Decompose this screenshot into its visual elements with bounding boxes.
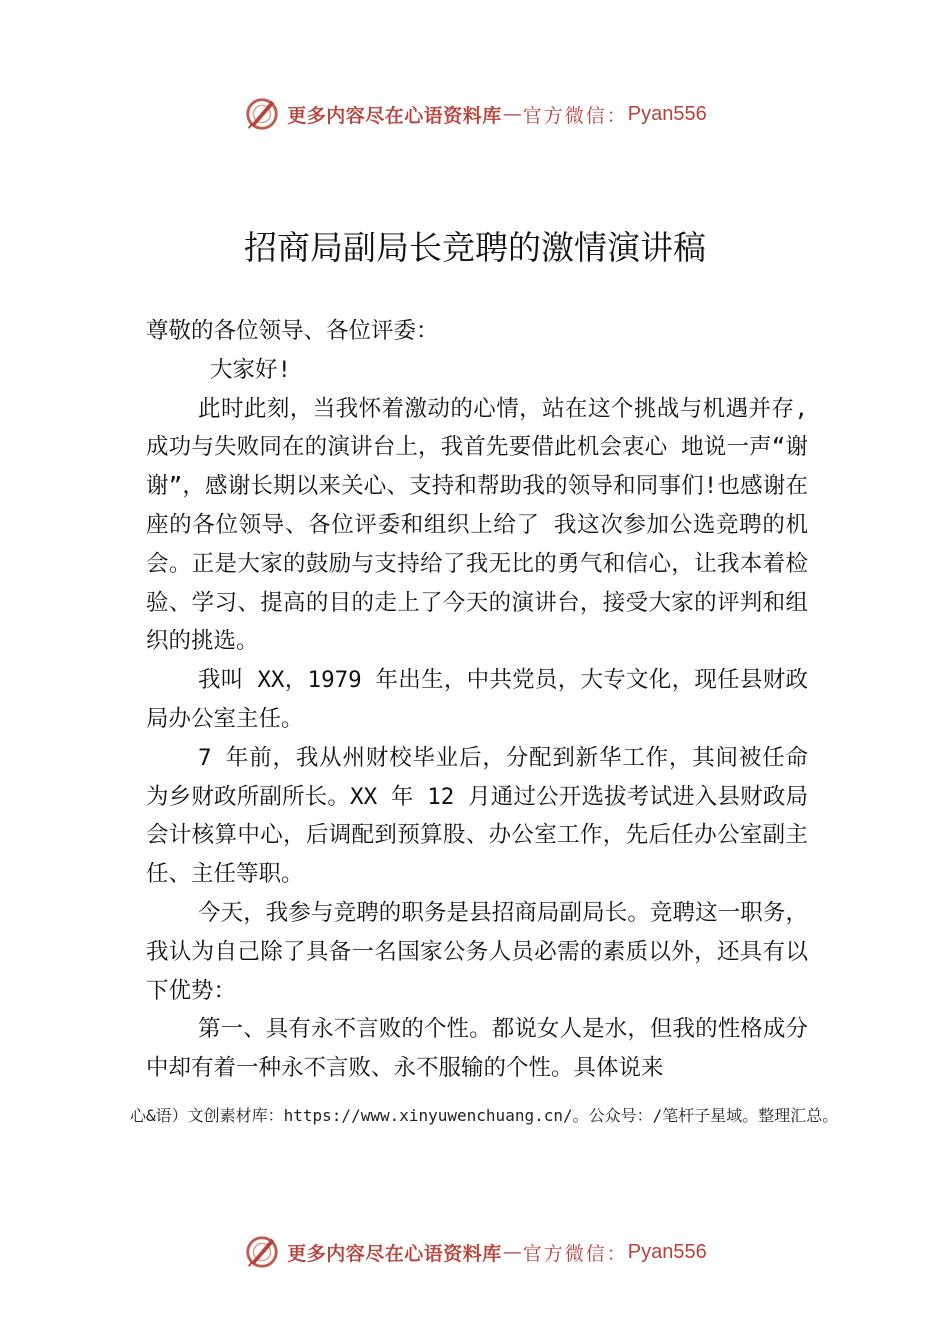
banner-wechat-id: Pyan556	[627, 102, 707, 125]
source-footnote: 心&语）文创素材库：https://www.xinyuwenchuang.cn/。公众号：/笔杆子星域。整理汇总。	[130, 1106, 839, 1125]
document-body	[146, 312, 808, 1088]
quill-logo-icon	[243, 1233, 281, 1271]
banner-title: 更多内容尽在心语资料库	[287, 104, 502, 127]
greeting-line: 尊敬的各位领导、各位评委：	[146, 318, 439, 344]
footer-banner	[0, 1232, 950, 1272]
banner-label: 官方微信：	[522, 104, 628, 127]
paragraph: 我叫 XX，1979 年出生，中共党员，大专文化，现任县财政局办公室主任。	[146, 667, 808, 732]
header-banner	[0, 94, 950, 134]
hello-line: 大家好!	[210, 356, 292, 383]
banner-separator: —	[502, 103, 522, 125]
document-title: 招商局副局长竞聘的激情演讲稿	[244, 228, 706, 267]
paragraph: 今天，我参与竞聘的职务是县招商局副局长。竞聘这一职务，我认为自己除了具备一名国家公务人员必需的素质以外，还具有以下优势：	[146, 899, 808, 1004]
banner-title: 更多内容尽在心语资料库	[287, 1242, 502, 1265]
banner-label: 官方微信：	[522, 1242, 628, 1265]
paragraph: 7 年前，我从州财校毕业后，分配到新华工作，其间被任命为乡财政所副所长。XX 年 12 月通过公开选拔考试进入县财政局会计核算中心，后调配到预算股、办公室工作，先后任办公室副主任、主任等职。	[146, 744, 808, 888]
quill-logo-icon	[243, 95, 281, 133]
banner-wechat-id: Pyan556	[627, 1240, 707, 1263]
paragraph: 此时此刻，当我怀着激动的心情，站在这个挑战与机遇并存,成功与失败同在的演讲台上，我首先要借此机会衷心 地说一声“谢谢”，感谢长期以来关心、支持和帮助我的领导和同事们!也感谢在座的各位领导、各位评委和组织上给了 我这次参加公选竞聘的机会。正是大家的鼓励与支持给了我无比的勇气和信心，让我本着检验、学习、提高的目的走上了今天的演讲台，接受大家的评判和组织的挑选。	[146, 395, 808, 655]
paragraph: 第一、具有永不言败的个性。都说女人是水，但我的性格成分中却有着一种永不言败、永不服输的个性。具体说来	[146, 1016, 808, 1082]
banner-separator: —	[502, 1241, 522, 1263]
